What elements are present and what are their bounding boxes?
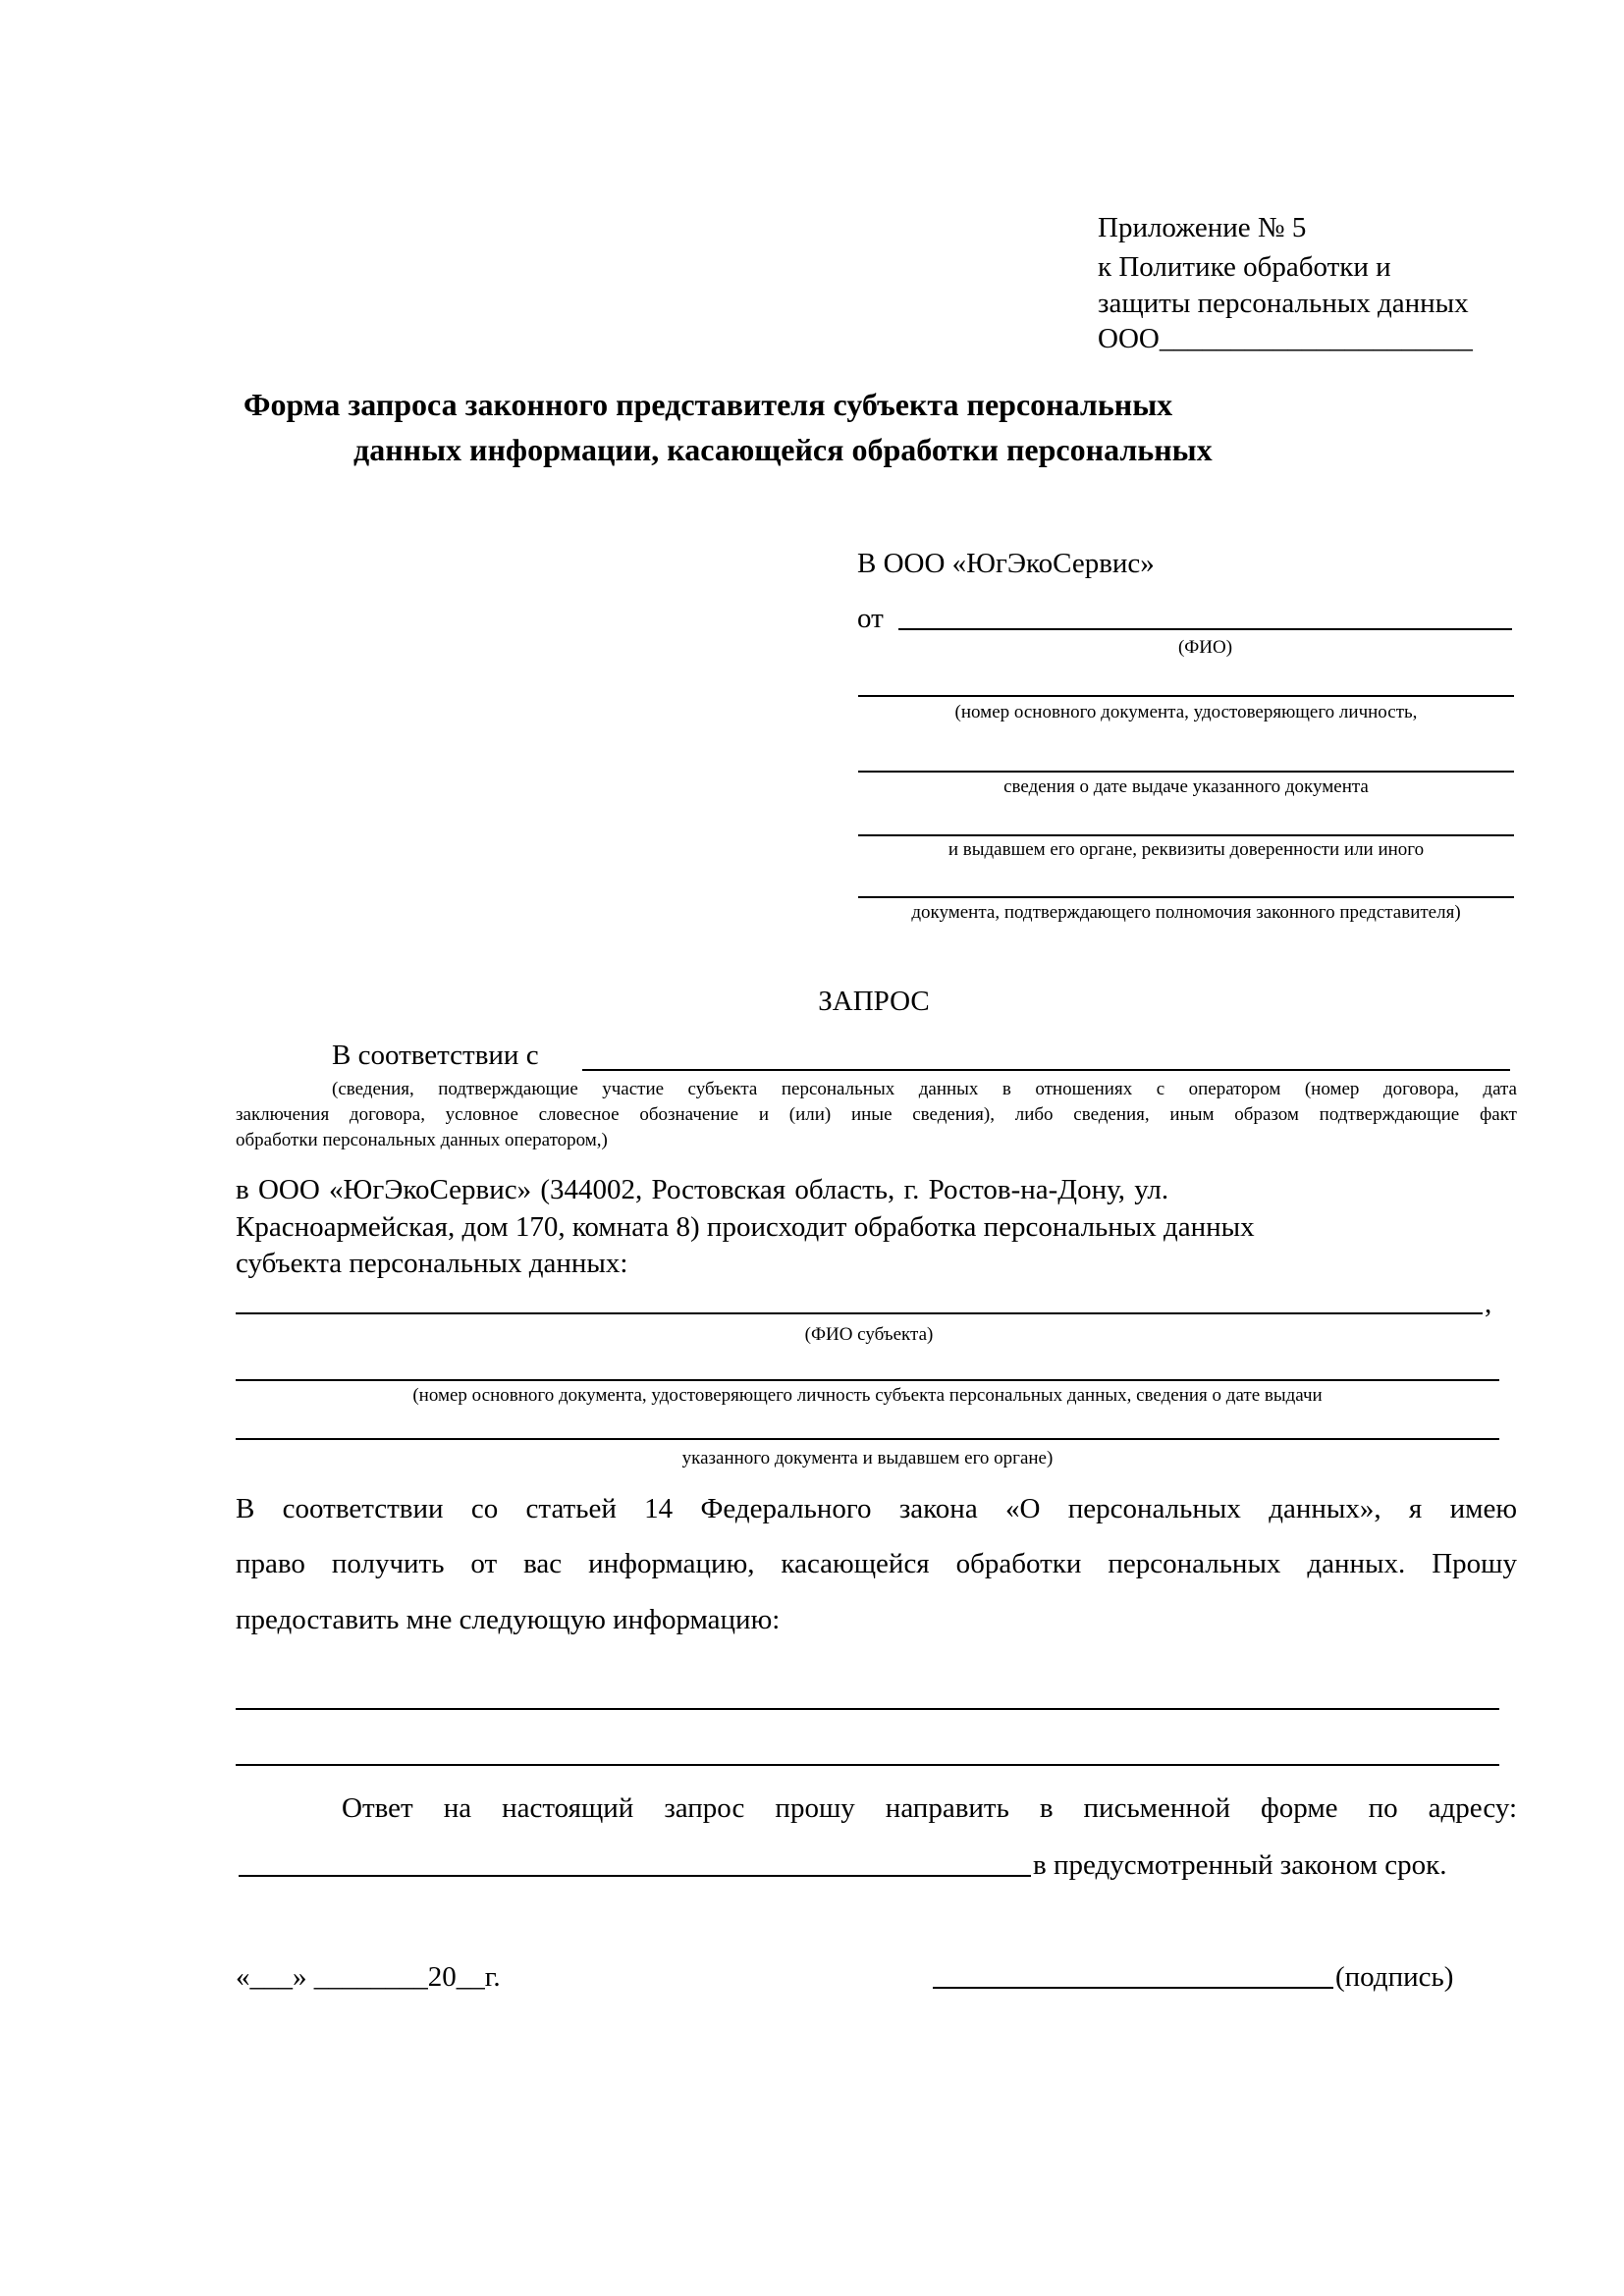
doc-field-line-2[interactable] [858,771,1514,773]
doc-caption-2: сведения о дате выдаче указанного документа [1003,776,1369,797]
fio-field-line[interactable] [898,628,1512,630]
subject-fio-field-line[interactable] [236,1312,1483,1314]
signature-field-line[interactable] [933,1987,1333,1989]
addressee-to: В ООО «ЮгЭкоСервис» [857,548,1155,579]
address-line-2: Красноармейская, дом 170, комната 8) происходит обработка персональных данных [236,1211,1255,1243]
comma: , [1485,1288,1492,1319]
title-line-2: данных информации, касающейся обработки персональных [353,432,1213,467]
appendix-line-3: защиты персональных данных [1098,288,1469,319]
accordance-field-line[interactable] [582,1069,1510,1071]
reply-address-field-line[interactable] [239,1875,1031,1877]
appendix-line-4: ООО______________________ [1098,323,1473,354]
reply-line-1: Ответ на настоящий запрос прошу направить в письменной форме по адресу: [342,1792,1517,1824]
doc-field-line-3[interactable] [858,834,1514,836]
law-line-3: предоставить мне следующую информацию: [236,1604,781,1635]
address-line-1: в ООО «ЮгЭкоСервис» (344002, Ростовская область, г. Ростов-на-Дону, ул. [236,1174,1169,1205]
request-heading: ЗАПРОС [818,986,930,1017]
info-field-line-1[interactable] [236,1708,1499,1710]
doc-caption-4: документа, подтверждающего полномочия законного представителя) [911,902,1461,923]
doc-caption-1: (номер основного документа, удостоверяющего личность, [954,702,1418,722]
doc-field-line-4[interactable] [858,896,1514,898]
accordance-note-2: заключения договора, условное словесное обозначение и (или) иные сведения), либо сведения, иным образом подтверждающие факт [236,1104,1517,1125]
date-field[interactable]: «___» ________20__г. [236,1961,501,1993]
subject-fio-caption: (ФИО субъекта) [804,1324,934,1345]
title-line-1: Форма запроса законного представителя субъекта персональных [244,387,1173,422]
reply-line-2: в предусмотренный законом срок. [1033,1849,1447,1881]
signature-label: (подпись) [1335,1961,1454,1993]
subject-doc-field-line-2[interactable] [236,1438,1499,1440]
accordance-note-1: (сведения, подтверждающие участие субъекта персональных данных в отношениях с оператором (номер договора, дата [332,1079,1517,1099]
appendix-line-1: Приложение № 5 [1098,212,1307,243]
law-line-2: право получить от вас информацию, касающейся обработки персональных данных. Прошу [236,1548,1517,1579]
law-line-1: В соответствии со статьей 14 Федерального закона «О персональных данных», я имею [236,1493,1517,1524]
info-field-line-2[interactable] [236,1764,1499,1766]
subject-doc-caption-1: (номер основного документа, удостоверяющего личность субъекта персональных данных, сведения о дате выдачи [412,1385,1323,1406]
subject-doc-field-line-1[interactable] [236,1379,1499,1381]
accordance-label: В соответствии с [332,1040,539,1071]
accordance-note-3: обработки персональных данных оператором,) [236,1130,608,1150]
appendix-line-2: к Политике обработки и [1098,251,1391,283]
address-line-3: субъекта персональных данных: [236,1248,628,1279]
doc-field-line-1[interactable] [858,695,1514,697]
doc-caption-3: и выдавшем его органе, реквизиты доверенности или иного [947,839,1425,860]
fio-caption: (ФИО) [1177,637,1233,658]
from-label: от [857,603,884,634]
subject-doc-caption-2: указанного документа и выдавшем его органе) [681,1448,1054,1468]
